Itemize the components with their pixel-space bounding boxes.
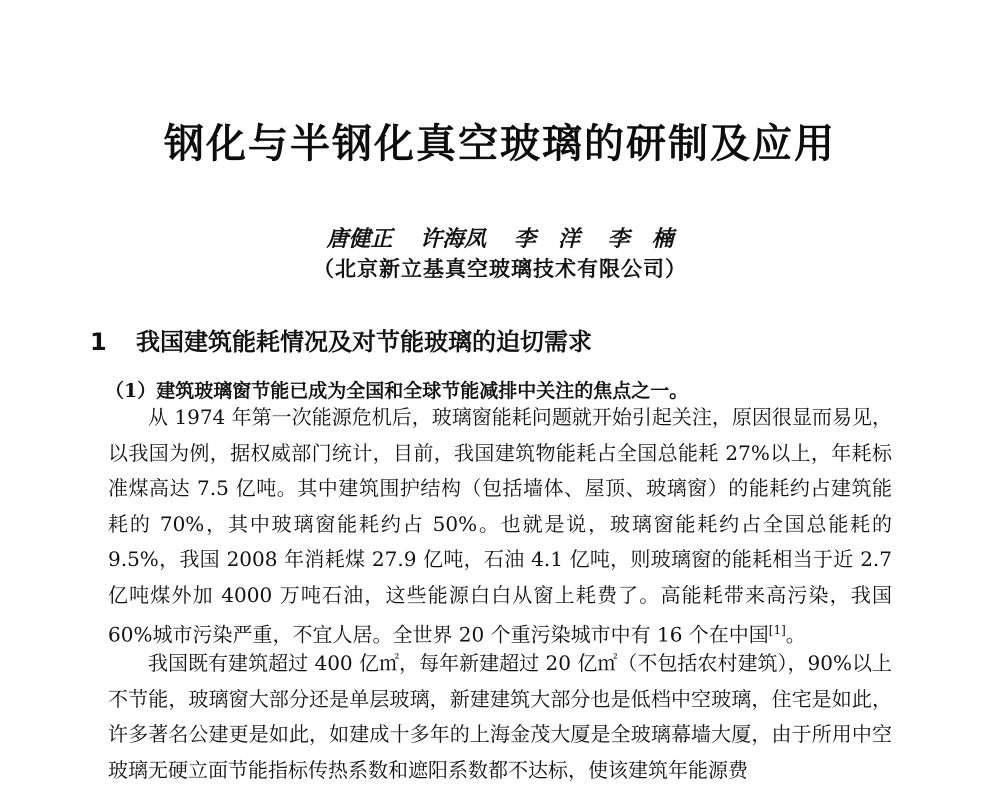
affiliation: （北京新立基真空玻璃技术有限公司）: [313, 256, 687, 281]
author-name: 李 楠: [607, 226, 674, 252]
section-number: 1: [90, 328, 107, 356]
section-title: 我国建筑能耗情况及对节能玻璃的迫切需求: [136, 328, 592, 356]
author-name: 李 洋: [513, 226, 580, 252]
body-paragraph: 我国既有建筑超过 400 亿㎡，每年新建超过 20 亿㎡（不包括农村建筑），90%以上不节能，玻璃窗大部分还是单层玻璃，新建建筑大部分也是低档中空玻璃，住宅是如此，许多著名公建更是如此，如建成十多年的上海金茂大厦是全玻璃幕墙大厦，由于所用中空玻璃无硬立面节能指标传热系数和遮阳系数都不达标，使该建筑年能源费: [108, 651, 892, 782]
subsection-heading: （1）建筑玻璃窗节能已成为全国和全球节能减排中关注的焦点之一。: [105, 380, 689, 402]
author-list: [0, 222, 1000, 253]
author-name: 唐健正: [326, 226, 393, 252]
citation-mark: [1]: [768, 623, 786, 637]
section-heading: [90, 322, 592, 357]
paragraph-end: 。: [785, 622, 806, 647]
paragraph-text: 从 1974 年第一次能源危机后，玻璃窗能耗问题就开始引起关注，原因很显而易见，以我国为例，据权威部门统计，目前，我国建筑物能耗占全国总能耗 27%以上，年耗标准煤高达 7.5 亿吨。其中建筑围护结构（包括墙体、屋顶、玻璃窗）的能耗约占建筑能耗的 70%，其中玻璃窗能耗约占 50%。也就是说，玻璃窗能耗约占全国总能耗的 9.5%，我国 2008 年消耗煤 27.9 亿吨，石油 4.1 亿吨，则玻璃窗的能耗相当于近 2.7 亿吨煤外加 4000 万吨石油，这些能源白白从窗上耗费了。高能耗带来高污染，我国 60%城市污染严重，不宜人居。全世界 20 个重污染城市中有 16 个在中国: [108, 405, 892, 647]
author-name: 许海凤: [420, 226, 487, 252]
body-paragraph: [108, 400, 892, 653]
paper-title: 钢化与半钢化真空玻璃的研制及应用: [164, 121, 836, 167]
